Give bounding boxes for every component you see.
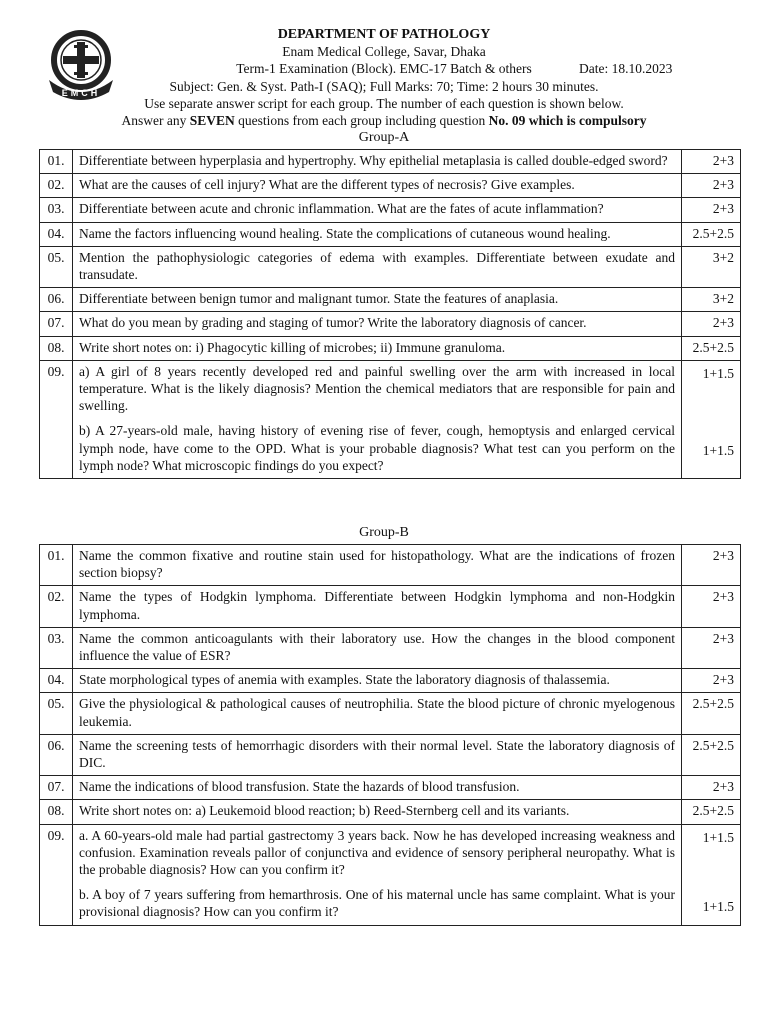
question-marks: 2.5+2.5 (682, 734, 741, 775)
question-number: 05. (40, 693, 73, 734)
question-subpart-text: b) A 27-years-old male, having history of evening rise of fever, cough, hemoptysis and enlarged cervical lymph node, have come to the OPD. What is your probable diagnosis? What test can you perform on the lymph node? What microscopic findings do you expect? (79, 423, 675, 473)
exam-date: Date: 18.10.2023 (579, 61, 673, 77)
question-text: Give the physiological & pathological causes of neutrophilia. State the blood picture of chronic myelogenous leukemia. (73, 693, 682, 734)
question-marks (682, 360, 741, 478)
question-marks: 2+3 (682, 545, 741, 586)
question-text: Differentiate between hyperplasia and hypertrophy. Why epithelial metaplasia is called double-edged sword? (73, 150, 682, 174)
question-number: 08. (40, 800, 73, 824)
question-row (40, 586, 741, 627)
question-number: 09. (40, 360, 73, 478)
question-number: 07. (40, 312, 73, 336)
question-row (40, 174, 741, 198)
question-text: Name the common anticoagulants with their laboratory use. How the changes in the blood component influence the value of ESR? (73, 627, 682, 668)
question-text: What do you mean by grading and staging of tumor? Write the laboratory diagnosis of cancer. (73, 312, 682, 336)
question-text: Name the factors influencing wound healing. State the complications of cutaneous wound healing. (73, 222, 682, 246)
question-marks (682, 824, 741, 925)
question-number: 01. (40, 545, 73, 586)
question-marks: 2+3 (682, 150, 741, 174)
question-number: 05. (40, 246, 73, 287)
question-text: State morphological types of anemia with examples. State the laboratory diagnosis of thalassemia. (73, 669, 682, 693)
department-title: DEPARTMENT OF PATHOLOGY (277, 27, 491, 42)
instruction-line-2: Answer any SEVEN questions from each group including question No. 09 which is compulsory (121, 113, 647, 129)
question-marks: 2.5+2.5 (682, 336, 741, 360)
question-text: Name the indications of blood transfusion. State the hazards of blood transfusion. (73, 776, 682, 800)
question-text: Write short notes on: a) Leukemoid blood reaction; b) Reed-Sternberg cell and its variants. (73, 800, 682, 824)
question-subpart-marks: 1+1.5 (702, 366, 734, 382)
question-text: Mention the pathophysiologic categories of edema with examples. Differentiate between exudate and transudate. (73, 246, 682, 287)
subject-line: Subject: Gen. & Syst. Path-I (SAQ); Full Marks: 70; Time: 2 hours 30 minutes. (169, 78, 599, 94)
question-row (40, 734, 741, 775)
question-marks: 2+3 (682, 776, 741, 800)
question-subpart-marks: 1+1.5 (702, 830, 734, 846)
group-b-table (39, 544, 741, 926)
question-row (40, 246, 741, 287)
question-subpart-marks: 1+1.5 (702, 898, 734, 914)
question-marks: 2+3 (682, 198, 741, 222)
question-row (40, 800, 741, 824)
group-b-title: Group-B (359, 525, 409, 540)
question-row (40, 360, 741, 478)
college-name: Enam Medical College, Savar, Dhaka (282, 44, 486, 60)
instruction-bold-count: SEVEN (189, 113, 235, 129)
question-number: 06. (40, 734, 73, 775)
exam-header (0, 26, 768, 129)
question-marks: 2.5+2.5 (682, 222, 741, 246)
group-a-title: Group-A (358, 130, 410, 145)
question-number: 07. (40, 776, 73, 800)
question-marks: 3+2 (682, 246, 741, 287)
question-row (40, 627, 741, 668)
question-number: 03. (40, 198, 73, 222)
question-number: 02. (40, 174, 73, 198)
question-text: What are the causes of cell injury? What are the different types of necrosis? Give examples. (73, 174, 682, 198)
question-row (40, 824, 741, 925)
question-subpart-marks: 1+1.5 (702, 442, 734, 458)
question-number: 08. (40, 336, 73, 360)
question-text (73, 824, 682, 925)
question-text: Name the types of Hodgkin lymphoma. Differentiate between Hodgkin lymphoma and non-Hodgkin lymphoma. (73, 586, 682, 627)
question-row (40, 669, 741, 693)
question-row (40, 776, 741, 800)
instruction-bold-compulsory: No. 09 which is compulsory (488, 113, 647, 129)
question-number: 01. (40, 150, 73, 174)
question-marks: 3+2 (682, 288, 741, 312)
question-number: 04. (40, 669, 73, 693)
question-text: Write short notes on: i) Phagocytic killing of microbes; ii) Immune granuloma. (73, 336, 682, 360)
question-row (40, 198, 741, 222)
exam-line (0, 60, 768, 77)
question-subpart-text: a. A 60-years-old male had partial gastrectomy 3 years back. Now he has developed increasing weakness and confusion. Examination reveals pallor of conjunctiva and evidence of sensory peripheral neuropathy. What is the probable diagnosis? How can you confirm it? (79, 827, 675, 878)
question-text: Differentiate between benign tumor and malignant tumor. State the features of anaplasia. (73, 288, 682, 312)
question-text: Name the common fixative and routine stain used for histopathology. What are the indications of frozen section biopsy? (73, 545, 682, 586)
instruction-line-1: Use separate answer script for each group. The number of each question is shown below. (144, 95, 624, 111)
group-a-table (39, 149, 741, 479)
question-number: 09. (40, 824, 73, 925)
question-row (40, 693, 741, 734)
question-marks: 2+3 (682, 312, 741, 336)
question-subpart-text: a) A girl of 8 years recently developed red and painful swelling over the arm with increased in local temperature. What is the likely diagnosis? Mention the chemical mediators that are responsible for pain and swelling. (79, 363, 675, 414)
question-marks: 2+3 (682, 627, 741, 668)
question-text: Differentiate between acute and chronic inflammation. What are the fates of acute inflammation? (73, 198, 682, 222)
question-row (40, 288, 741, 312)
question-marks: 2+3 (682, 669, 741, 693)
question-text: Name the screening tests of hemorrhagic disorders with their normal level. State the laboratory diagnosis of DIC. (73, 734, 682, 775)
question-marks: 2+3 (682, 586, 741, 627)
question-marks: 2+3 (682, 174, 741, 198)
question-number: 03. (40, 627, 73, 668)
logo-text: EMCH (61, 88, 101, 98)
question-row (40, 312, 741, 336)
question-number: 04. (40, 222, 73, 246)
question-number: 02. (40, 586, 73, 627)
question-row (40, 545, 741, 586)
question-row (40, 150, 741, 174)
question-marks: 2.5+2.5 (682, 800, 741, 824)
exam-title: Term-1 Examination (Block). EMC-17 Batch & others (236, 61, 532, 77)
question-row (40, 222, 741, 246)
question-row (40, 336, 741, 360)
question-subpart-text: b. A boy of 7 years suffering from hemarthrosis. One of his maternal uncle has same complaint. What is your provisional diagnosis? How can you confirm it? (79, 887, 675, 920)
question-marks: 2.5+2.5 (682, 693, 741, 734)
question-text (73, 360, 682, 478)
question-number: 06. (40, 288, 73, 312)
